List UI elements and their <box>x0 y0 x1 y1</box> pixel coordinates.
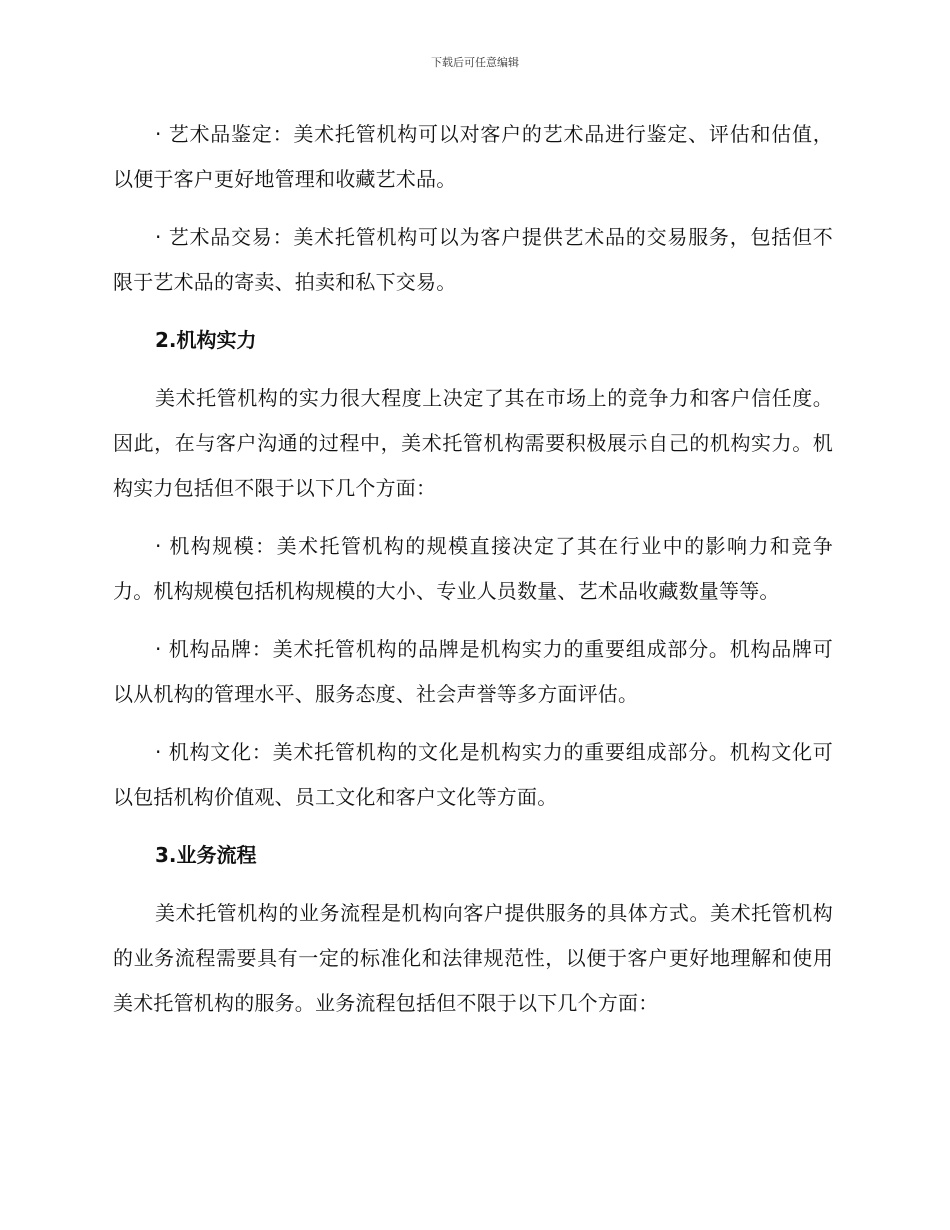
section-heading-process: 3.业务流程 <box>155 843 257 867</box>
paragraph-culture: · 机构文化：美术托管机构的文化是机构实力的重要组成部分。机构文化可以包括机构价值观、员工文化和客户文化等方面。 <box>113 740 833 809</box>
paragraph-scale: · 机构规模：美术托管机构的规模直接决定了其在行业中的影响力和竞争力。机构规模包括机构规模的大小、专业人员数量、艺术品收藏数量等等。 <box>113 534 833 603</box>
paragraph-brand: · 机构品牌：美术托管机构的品牌是机构实力的重要组成部分。机构品牌可以从机构的管理水平、服务态度、社会声誉等多方面评估。 <box>113 637 833 706</box>
document-body <box>113 112 833 1039</box>
section-heading-strength: 2.机构实力 <box>155 328 257 352</box>
paragraph-strength-intro: 美术托管机构的实力很大程度上决定了其在市场上的竞争力和客户信任度。因此，在与客户沟通的过程中，美术托管机构需要积极展示自己的机构实力。机构实力包括但不限于以下几个方面： <box>113 386 833 500</box>
paragraph-art-trading: · 艺术品交易：美术托管机构可以为客户提供艺术品的交易服务，包括但不限于艺术品的寄卖、拍卖和私下交易。 <box>113 225 833 294</box>
paragraph-process-intro: 美术托管机构的业务流程是机构向客户提供服务的具体方式。美术托管机构的业务流程需要具有一定的标准化和法律规范性，以便于客户更好地理解和使用美术托管机构的服务。业务流程包括但不限于以下几个方面： <box>113 901 833 1015</box>
page-header: 下载后可任意编辑 <box>431 56 519 69</box>
paragraph-art-appraisal: · 艺术品鉴定：美术托管机构可以对客户的艺术品进行鉴定、评估和估值，以便于客户更好地管理和收藏艺术品。 <box>113 122 833 191</box>
